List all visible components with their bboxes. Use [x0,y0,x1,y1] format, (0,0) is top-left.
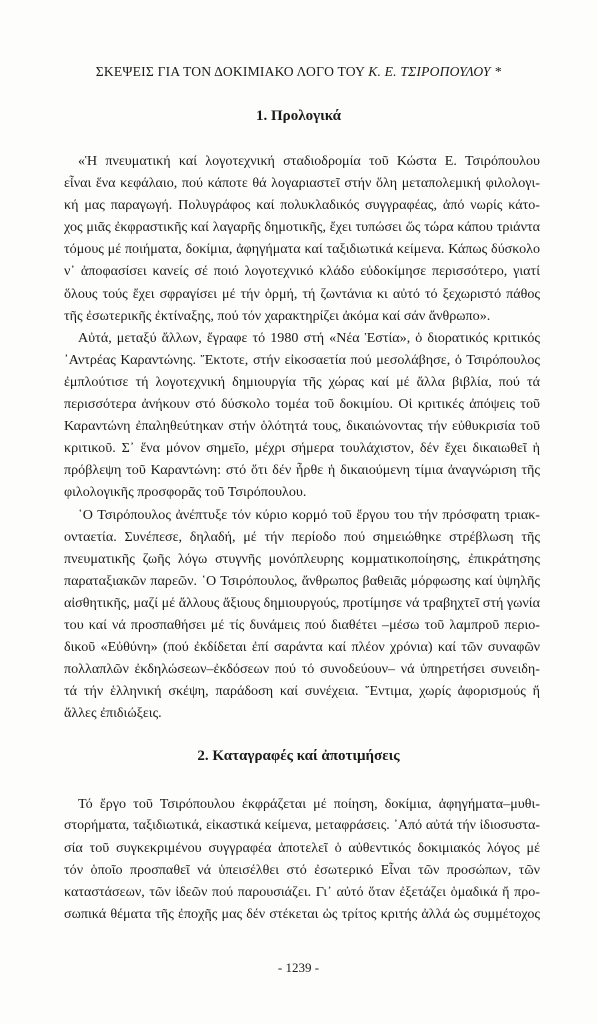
title-author: Κ. Ε. ΤΣΙΡΟΠΟΥΛΟΥ * [368,64,502,79]
paragraph-2 [64,327,540,504]
text-line: κή μας παραγωγή. Πολυγράφος καί πολυκλαδικός συγγραφέας, ἀπό νωρίς κάτο- [64,197,540,214]
text-line: παραταξιακῶν παρεῶν. ῾Ο Τσιρόπουλος, ἄνθρωπος βαθειᾶς μόρφωσης καί ὑψηλῆς [64,572,540,589]
text-line: χος μιᾶς ἐκφραστικῆς καί λαγαρῆς δημοτικῆς, ἔχει τυπώσει ὥς τώρα κάπου τριάντα [64,219,540,236]
text-line: φιλολογικῆς προσφορᾶς τοῦ Τσιρόπουλου. [64,484,307,501]
title-text: ΣΚΕΨΕΙΣ ΓΙΑ ΤΟΝ ΔΟΚΙΜΙΑΚΟ ΛΟΓΟ ΤΟΥ [95,64,369,79]
document-title [0,64,597,80]
text-line: πολλαπλῶν ἐκδηλώσεων–ἐκδόσεων πού τό συνοδεύουν– νά ὑπηρετήσει συνειδη- [64,661,540,678]
text-line: δικοῦ «Εὐθύνη» (πού ἐκδίδεται ἐπί σαράντα καί πλέον χρόνια) καί τῶν συναφῶν [64,639,540,656]
text-line: σία τοῦ συγκεκριμένου συγγραφέα ἀποτελεῖ ὁ αὐθεντικός δοκιμιακός λόγος μέ [64,840,540,857]
text-line: Τό ἔργο τοῦ Τσιρόπουλου ἐκφράζεται μέ ποίηση, δοκίμια, ἀφηγήματα–μυθι- [78,796,540,812]
text-line: τά τήν ἑλληνική σκέψη, παράδοση καί συνέχεια. Ἔντιμα, χωρίς ἀφορισμούς ἤ [64,683,540,700]
text-line: τόμους μέ ποιήματα, δοκίμια, ἀφηγήματα καί ταξιδιωτικά κείμενα. Κάπως δύσκολο [64,241,540,258]
text-line: σωπικά θέματα τῆς ἐποχῆς μας δέν στέκεται ὡς τρίτος κριτής ἀλλά ὡς συμμέτοχος [64,906,540,923]
text-line: τῆς ἐσωτερικῆς ἐκτίναξης, πού τόν χαρακτηρίζει ἀκόμα καί σάν ἄνθρωπο». [64,307,491,324]
text-line: «Ἡ πνευματική καί λογοτεχνική σταδιοδρομία τοῦ Κώστα Ε. Τσιρόπουλου [78,153,540,169]
text-line: ονταετία. Συνέπεσε, δηλαδή, μέ τήν περίοδο πού σημειώθηκε στρέβλωση τῆς [64,528,540,545]
text-line: καταστάσεων, τῶν ἰδεῶν πού παρουσιάζει. Γι᾽ αὐτό ὅταν ἐξετάζει ὁμαδικά ἤ προ- [64,884,540,901]
text-line: πρόβλεψη τοῦ Καραντώνη: στό ὅτι δέν ἦρθε ἡ δικαιούμενη τίμια ἀναγνώριση τῆς [64,462,540,479]
paragraph-3 [64,504,540,725]
section-heading-2: 2. Καταγραφές καί ἀποτιμήσεις [197,748,400,764]
text-line: περισσότερα ἀνήκουν στό δύσκολο τομέα τοῦ δοκιμίου. Οἱ κριτικές ἀπόψεις τοῦ [64,396,540,413]
text-line: ν᾽ ἀποφασίσει κανείς σέ ποιό λογοτεχνικό κλάδο εὐδοκίμησε περισσότερο, γιατί [64,263,540,280]
text-line: ᾽Αντρέας Καραντώνης. Ἔκτοτε, στήν εἰκοσαετία πού μεσολάβησε, ὁ Τσιρόπουλος [64,351,540,368]
text-line: στορήματα, ταξιδιωτικά, εἰκαστικά κείμενα, μεταφράσεις. ᾽Από αὐτά τήν ἰδιοσυστα- [64,818,540,834]
paragraph-4 [64,793,540,926]
page-number: - 1239 - [277,960,320,975]
text-line: εἶναι ἕνα κεφάλαιο, πού κάποτε θά λογαριαστεῖ στήν ὅλη μεταπολεμική φιλολογι- [64,175,540,192]
text-line: ἐμπλούτισε τή λογοτεχνική δημιουργία τῆς χώρας καί μέ ἄλλα βιβλία, πού τά [64,373,540,390]
text-line: κριτικοῦ. Σ᾽ ἕνα μόνον σημεῖο, μέχρι σήμερα τουλάχιστον, δέν ἔχει δικαιωθεῖ ἡ [64,440,540,457]
text-line: ἄλλες ἐπιδιώξεις. [64,705,162,722]
text-line: αἰσθητικῆς, μαζί μέ ἄλλους ἄξιους δημιουργούς, προτίμησε νά τραβηχτεῖ στή γωνία [64,594,540,611]
text-line: τόν ὁποῖο προσπαθεῖ νά ὑπεισέλθει στό ἐσωτερικό Εἶναι τῶν προσώπων, τῶν [64,862,540,879]
text-line: ὅλους τούς ἔχει σφραγίσει μέ τήν ὁρμή, τή ζωντάνια κι αὐτό τό ξεχωριστό πάθος [64,285,540,302]
text-line: Αὐτά, μεταξύ ἄλλων, ἔγραφε τό 1980 στή «Νέα Ἑστία», ὁ διορατικός κριτικός [78,329,540,346]
paragraph-1 [64,150,540,327]
text-line: του καί νά προσπαθήσει μέ τίς δυνάμεις πού διαθέτει –μέσω τοῦ λαμπροῦ περιο- [64,616,540,633]
text-line: πνευματικῆς ζωῆς λόγω στυγνῆς μονόπλευρης κομματικοποίησης, ἐπικράτησης [64,550,540,567]
text-line: ῾Ο Τσιρόπουλος ἀνέπτυξε τόν κύριο κορμό τοῦ ἔργου του τήν πρόσφατη τριακ- [78,506,540,523]
section-1-body [64,150,540,724]
section-heading-1: 1. Προλογικά [256,108,341,124]
section-2-body [64,793,540,926]
text-line: Καραντώνη ἐπαληθεύτηκαν στήν ὁλότητά τους, δικαιώνοντας τήν εὐθυκρισία τοῦ [64,418,540,435]
